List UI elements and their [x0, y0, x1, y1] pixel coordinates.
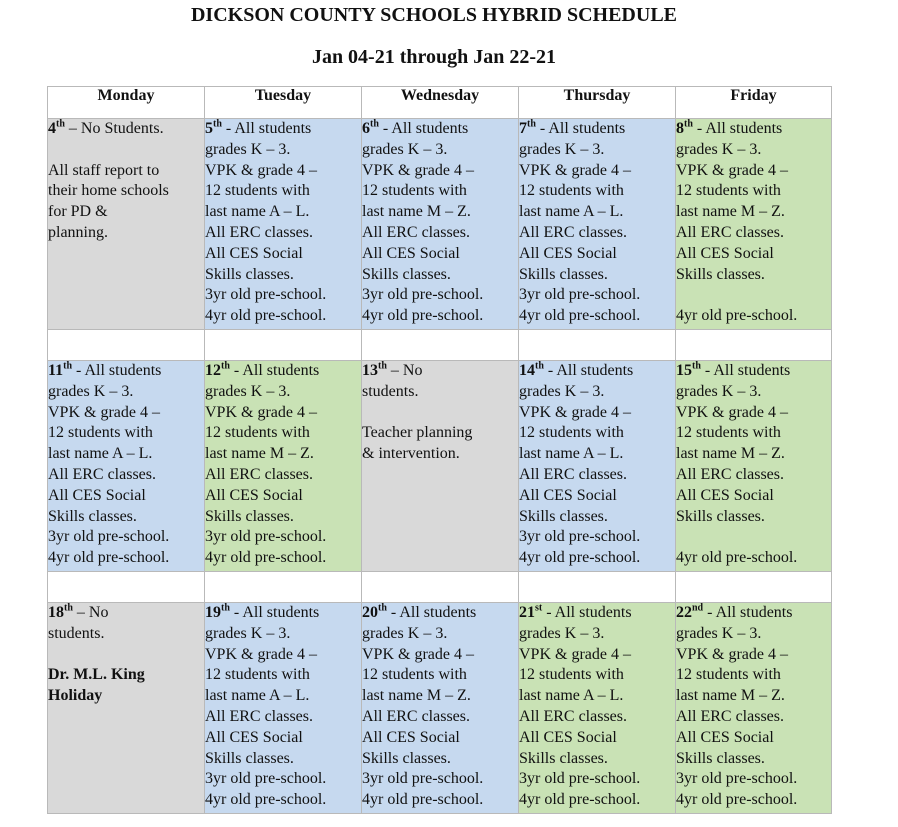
day-cell-line: 4yr old pre-school.	[676, 307, 798, 325]
day-cell	[48, 361, 205, 572]
day-cell-line: Skills classes.	[519, 749, 608, 767]
schedule-date-range: Jan 04-21 through Jan 22-21	[311, 46, 557, 68]
day-cell-line: VPK & grade 4 –	[48, 403, 160, 421]
day-cell-line: All CES Social	[362, 728, 460, 746]
day-cell-line: VPK & grade 4 –	[205, 645, 317, 663]
day-cell-line	[362, 403, 518, 424]
day-cell-line: All CES Social	[519, 728, 617, 746]
day-cell-line: All CES Social	[676, 486, 774, 504]
day-cell-heading	[519, 119, 675, 140]
day-cell-line: 12 students with	[362, 666, 467, 684]
day-cell-line: 4yr old pre-school.	[676, 549, 798, 567]
day-cell-line: last name A – L.	[519, 687, 624, 705]
spacer-cell	[519, 572, 676, 603]
day-cell-heading	[362, 119, 518, 140]
day-cell-line: 4yr old pre-school.	[205, 791, 327, 809]
week-row	[48, 603, 832, 814]
day-cell	[205, 361, 362, 572]
day-cell-heading	[676, 361, 831, 382]
day-cell-line: 4yr old pre-school.	[676, 791, 798, 809]
day-cell-line: last name A – L.	[205, 203, 310, 221]
day-cell	[362, 119, 519, 330]
day-cell-heading	[48, 119, 204, 140]
day-cell-line: last name M – Z.	[676, 445, 785, 463]
date-suffix: th	[527, 118, 536, 130]
day-cell-line: VPK & grade 4 –	[676, 645, 788, 663]
day-cell-line: All CES Social	[519, 244, 617, 262]
day-cell-line: Skills classes.	[205, 507, 294, 525]
day-cell-line: 4yr old pre-school.	[362, 307, 484, 325]
day-cell-line: All CES Social	[676, 244, 774, 262]
day-cell-line: Skills classes.	[205, 265, 294, 283]
day-cell-line: VPK & grade 4 –	[676, 403, 788, 421]
day-cell-line: last name M – Z.	[362, 203, 471, 221]
day-cell-heading	[519, 361, 675, 382]
week-row	[48, 119, 832, 330]
day-cell-line: Dr. M.L. King	[48, 666, 145, 684]
day-cell-line: Skills classes.	[519, 507, 608, 525]
day-cell-line: All ERC classes.	[362, 707, 470, 725]
day-cell-line: Skills classes.	[676, 265, 765, 283]
day-cell-line: All ERC classes.	[519, 707, 627, 725]
day-cell-line: All ERC classes.	[362, 223, 470, 241]
day-cell-line: All CES Social	[205, 486, 303, 504]
day-cell-line: 12 students with	[519, 666, 624, 684]
day-cell-line: 12 students with	[676, 666, 781, 684]
date-suffix: th	[535, 360, 544, 372]
date-suffix: th	[692, 360, 701, 372]
day-cell-line: 4yr old pre-school.	[48, 549, 170, 567]
day-cell-line: 12 students with	[362, 182, 467, 200]
day-cell-line: grades K – 3.	[676, 140, 762, 158]
day-cell-heading-text: - All students	[703, 604, 793, 621]
day-cell-heading-text: - All students	[692, 120, 783, 137]
spacer-cell	[205, 330, 362, 361]
day-cell-heading-text: - All students	[229, 604, 320, 621]
day-cell-line: grades K – 3.	[676, 624, 762, 642]
day-cell-line: 12 students with	[519, 424, 624, 442]
day-cell-line: grades K – 3.	[519, 140, 605, 158]
day-header-tuesday: Tuesday	[205, 87, 362, 119]
date-number: 8th	[676, 118, 693, 137]
day-cell	[519, 361, 676, 572]
day-cell-heading-text: - All students	[378, 120, 469, 137]
day-header-friday: Friday	[676, 87, 832, 119]
day-cell-line: All staff report to	[48, 161, 160, 179]
day-cell-line: last name A – L.	[519, 203, 624, 221]
date-number: 18th	[48, 602, 73, 621]
date-suffix: th	[221, 360, 230, 372]
day-cell	[519, 603, 676, 814]
day-cell-line: Skills classes.	[48, 507, 137, 525]
day-cell-line: 12 students with	[205, 424, 310, 442]
day-cell-line: 3yr old pre-school.	[205, 528, 327, 546]
day-cell-line: grades K – 3.	[519, 624, 605, 642]
schedule-body	[48, 119, 832, 814]
week-row	[48, 361, 832, 572]
day-cell-line: their home schools	[48, 182, 169, 200]
day-header-monday: Monday	[48, 87, 205, 119]
day-cell-line: Skills classes.	[362, 265, 451, 283]
day-cell-line: & intervention.	[362, 445, 460, 463]
day-cell-line	[48, 140, 204, 161]
spacer-cell	[676, 330, 832, 361]
date-number: 14th	[519, 360, 544, 379]
day-cell-heading-text: - All students	[386, 604, 477, 621]
day-cell	[362, 603, 519, 814]
day-cell-heading-text: – No	[386, 362, 423, 379]
day-cell-line: VPK & grade 4 –	[676, 161, 788, 179]
spacer-cell	[676, 572, 832, 603]
day-cell-line: last name A – L.	[205, 687, 310, 705]
day-cell-line: last name M – Z.	[362, 687, 471, 705]
day-cell-line: VPK & grade 4 –	[205, 403, 317, 421]
day-cell-line: All ERC classes.	[205, 707, 313, 725]
day-cell	[676, 603, 832, 814]
day-cell-line: All ERC classes.	[676, 465, 784, 483]
date-number: 5th	[205, 118, 222, 137]
day-cell-line: Skills classes.	[519, 265, 608, 283]
day-cell-line: VPK & grade 4 –	[362, 161, 474, 179]
date-number: 7th	[519, 118, 536, 137]
date-number: 4th	[48, 118, 65, 137]
day-cell-line: grades K – 3.	[48, 382, 134, 400]
day-cell-line: grades K – 3.	[676, 382, 762, 400]
day-cell-heading	[48, 361, 204, 382]
day-cell-line: 3yr old pre-school.	[205, 770, 327, 788]
date-suffix: th	[684, 118, 693, 130]
spacer-cell	[48, 330, 205, 361]
date-suffix: th	[378, 360, 387, 372]
day-cell-line: 12 students with	[676, 424, 781, 442]
day-cell-line: 4yr old pre-school.	[205, 549, 327, 567]
day-cell-line: grades K – 3.	[362, 624, 448, 642]
day-cell-line: 3yr old pre-school.	[362, 286, 484, 304]
day-cell-line: grades K – 3.	[205, 624, 291, 642]
day-cell-line: 4yr old pre-school.	[362, 791, 484, 809]
day-cell-line: 12 students with	[205, 182, 310, 200]
day-cell-heading-text: - All students	[72, 362, 162, 379]
day-cell-line: VPK & grade 4 –	[519, 161, 631, 179]
date-suffix: th	[221, 602, 230, 614]
day-cell	[676, 361, 832, 572]
day-header-row	[48, 87, 832, 119]
day-cell-line: All CES Social	[205, 244, 303, 262]
day-cell-line: 4yr old pre-school.	[205, 307, 327, 325]
day-cell-line	[676, 285, 831, 306]
day-cell-line: 3yr old pre-school.	[676, 770, 798, 788]
day-cell-line: last name M – Z.	[676, 687, 785, 705]
day-cell-line: VPK & grade 4 –	[362, 645, 474, 663]
day-cell-line: 12 students with	[519, 182, 624, 200]
day-cell-heading	[362, 361, 518, 382]
date-number: 6th	[362, 118, 379, 137]
day-cell	[48, 119, 205, 330]
day-cell-line: 4yr old pre-school.	[519, 307, 641, 325]
day-cell-line: VPK & grade 4 –	[205, 161, 317, 179]
day-cell	[205, 119, 362, 330]
week-spacer-row	[48, 572, 832, 603]
day-cell-line: last name M – Z.	[205, 445, 314, 463]
date-suffix: nd	[692, 602, 704, 614]
date-suffix: th	[378, 602, 387, 614]
day-cell-line: All CES Social	[519, 486, 617, 504]
day-cell-line: last name A – L.	[519, 445, 624, 463]
day-cell-line: 12 students with	[676, 182, 781, 200]
schedule-title: DICKSON COUNTY SCHOOLS HYBRID SCHEDULE	[190, 4, 677, 26]
day-header-thursday: Thursday	[519, 87, 676, 119]
day-cell-line: 3yr old pre-school.	[519, 286, 641, 304]
date-suffix: th	[63, 360, 73, 372]
day-cell-line: All CES Social	[205, 728, 303, 746]
day-cell-line: 3yr old pre-school.	[519, 528, 641, 546]
date-number: 21st	[519, 602, 543, 621]
day-cell-heading-text: - All students	[542, 604, 632, 621]
day-cell-line: All CES Social	[676, 728, 774, 746]
day-cell-heading-text: - All students	[221, 120, 312, 137]
spacer-cell	[519, 330, 676, 361]
spacer-cell	[362, 572, 519, 603]
day-cell-line: Skills classes.	[205, 749, 294, 767]
day-cell-line: 12 students with	[48, 424, 153, 442]
date-suffix: th	[56, 118, 65, 130]
day-cell-heading-text: - All students	[535, 120, 626, 137]
day-cell-line: 3yr old pre-school.	[48, 528, 170, 546]
day-cell-line: Skills classes.	[362, 749, 451, 767]
spacer-cell	[205, 572, 362, 603]
day-cell-line: 3yr old pre-school.	[205, 286, 327, 304]
day-cell-line: for PD &	[48, 203, 108, 221]
day-cell-heading-text: – No Students.	[64, 120, 164, 137]
day-cell-heading	[676, 603, 831, 624]
date-suffix: th	[370, 118, 379, 130]
day-cell-heading-text: - All students	[700, 362, 791, 379]
day-cell-heading	[362, 603, 518, 624]
day-cell-line: 3yr old pre-school.	[362, 770, 484, 788]
date-number: 13th	[362, 360, 387, 379]
day-cell-heading-text: - All students	[229, 362, 320, 379]
day-cell-line: 4yr old pre-school.	[519, 549, 641, 567]
day-cell	[48, 603, 205, 814]
day-cell-line: VPK & grade 4 –	[519, 645, 631, 663]
day-cell-line: 12 students with	[205, 666, 310, 684]
day-cell	[676, 119, 832, 330]
day-cell-line: grades K – 3.	[205, 382, 291, 400]
day-cell-heading-text: – No	[72, 604, 109, 621]
day-cell-heading	[205, 603, 361, 624]
day-cell-line: All ERC classes.	[205, 223, 313, 241]
day-header-wednesday: Wednesday	[362, 87, 519, 119]
date-number: 19th	[205, 602, 230, 621]
spacer-cell	[48, 572, 205, 603]
day-cell-line: planning.	[48, 223, 108, 241]
day-cell-line: Holiday	[48, 687, 103, 705]
day-cell-line: All ERC classes.	[48, 465, 156, 483]
day-cell-line: last name M – Z.	[676, 203, 785, 221]
day-cell-line: 4yr old pre-school.	[519, 791, 641, 809]
day-cell-line: Skills classes.	[676, 749, 765, 767]
day-cell	[519, 119, 676, 330]
day-cell-line: All ERC classes.	[676, 223, 784, 241]
day-cell-heading	[519, 603, 675, 624]
day-cell-line: All ERC classes.	[519, 223, 627, 241]
day-cell-line: grades K – 3.	[362, 140, 448, 158]
day-cell-heading	[48, 603, 204, 624]
day-cell-line: All CES Social	[48, 486, 146, 504]
day-cell-line: VPK & grade 4 –	[519, 403, 631, 421]
day-cell-line: Skills classes.	[676, 507, 765, 525]
day-cell-heading	[676, 119, 831, 140]
day-cell	[205, 603, 362, 814]
day-cell-line: All ERC classes.	[205, 465, 313, 483]
date-number: 22nd	[676, 602, 704, 621]
day-cell-heading-text: - All students	[543, 362, 634, 379]
day-cell-line: All ERC classes.	[519, 465, 627, 483]
day-cell-line: 3yr old pre-school.	[519, 770, 641, 788]
schedule-table	[47, 86, 832, 814]
day-cell-line: students.	[362, 382, 419, 400]
spacer-cell	[362, 330, 519, 361]
day-cell-line	[676, 527, 831, 548]
day-cell-line: students.	[48, 624, 105, 642]
week-spacer-row	[48, 330, 832, 361]
day-cell-heading	[205, 361, 361, 382]
date-number: 20th	[362, 602, 387, 621]
date-suffix: th	[213, 118, 222, 130]
date-number: 11th	[48, 360, 73, 379]
day-cell-line: All ERC classes.	[676, 707, 784, 725]
date-suffix: th	[64, 602, 73, 614]
day-cell-line: Teacher planning	[362, 424, 473, 442]
date-suffix: st	[535, 602, 543, 614]
day-cell	[362, 361, 519, 572]
day-cell-line: last name A – L.	[48, 445, 153, 463]
day-cell-heading	[205, 119, 361, 140]
day-cell-line: grades K – 3.	[519, 382, 605, 400]
day-cell-line	[48, 645, 204, 666]
date-number: 15th	[676, 360, 701, 379]
day-cell-line: grades K – 3.	[205, 140, 291, 158]
date-number: 12th	[205, 360, 230, 379]
day-cell-line: All CES Social	[362, 244, 460, 262]
